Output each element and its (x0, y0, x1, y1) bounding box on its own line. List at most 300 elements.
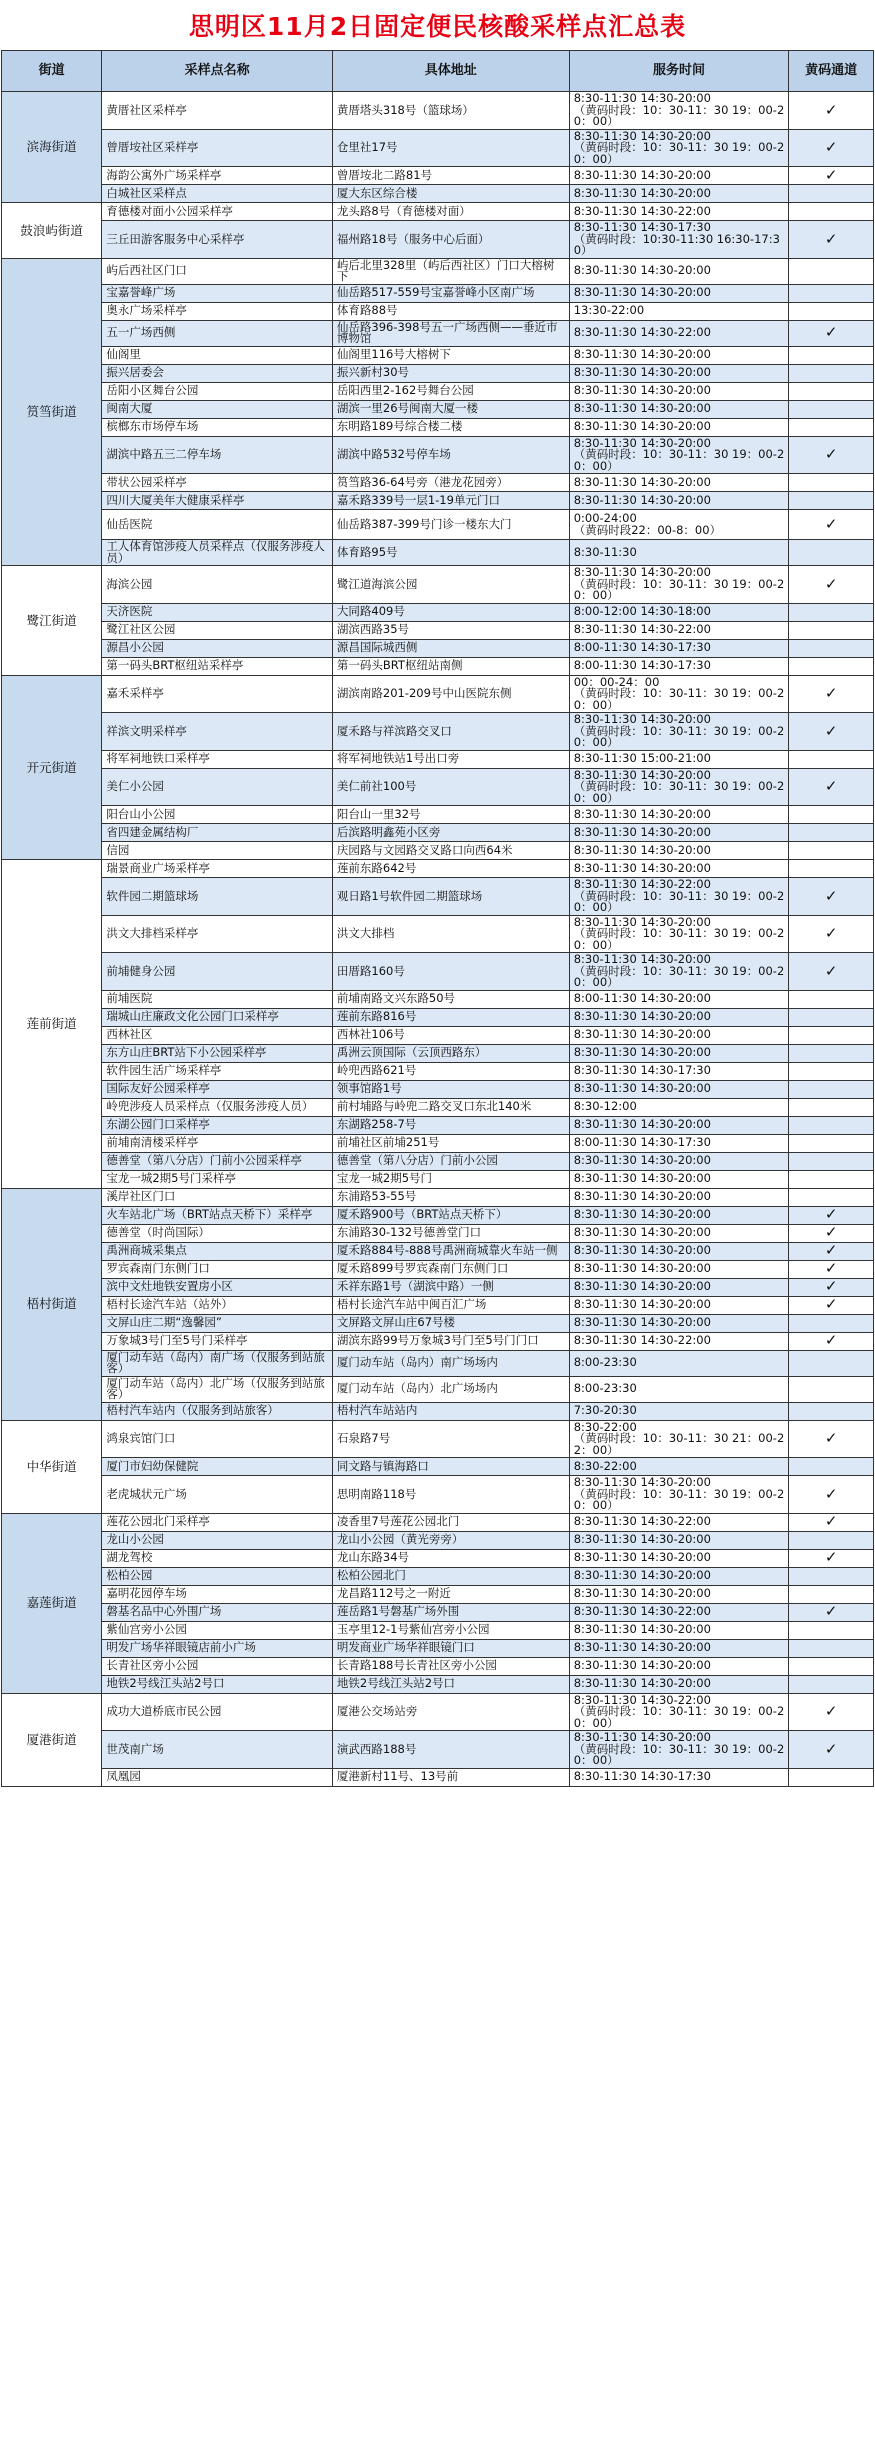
service-time-cell: 8:30-11:30 14:30-20:00 （黄码时段：10：30-11：30 19：00-20：00） (569, 713, 789, 751)
site-name-cell: 育德楼对面小公园采样亭 (102, 203, 333, 221)
service-time-cell: 8:30-11:30 14:30-20:00 (569, 1531, 789, 1549)
table-row (2, 302, 874, 320)
address-cell: 黄厝塔头318号（篮球场） (332, 92, 569, 130)
yellow-code-check: ✓ (789, 436, 874, 474)
service-time-cell: 8:30-11:30 14:30-20:00 (569, 842, 789, 860)
table-row (2, 878, 874, 916)
yellow-code-check (789, 1458, 874, 1476)
yellow-code-check (789, 1116, 874, 1134)
street-cell: 嘉莲街道 (2, 1513, 102, 1693)
address-cell: 厦门动车站（岛内）南广场场内 (332, 1350, 569, 1376)
site-name-cell: 龙山小公园 (102, 1531, 333, 1549)
table-row (2, 1116, 874, 1134)
service-time-cell: 8:30-11:30 14:30-20:00 （黄码时段：10：30-11：30 19：00-20：00） (569, 1731, 789, 1769)
service-time-cell: 8:30-11:30 14:30-20:00 (569, 167, 789, 185)
site-name-cell: 国际友好公园采样亭 (102, 1080, 333, 1098)
table-row (2, 221, 874, 259)
service-time-cell: 8:30-11:30 14:30-20:00 （黄码时段：10：30-11：30 19：00-20：00） (569, 129, 789, 167)
table-row (2, 92, 874, 130)
table-row (2, 621, 874, 639)
table-row (2, 540, 874, 566)
table-row (2, 1350, 874, 1376)
address-cell: 厦禾路884号-888号禹洲商城靠火车站一侧 (332, 1242, 569, 1260)
service-time-cell: 8:30-11:30 14:30-22:00 (569, 1603, 789, 1621)
header-service-time: 服务时间 (569, 51, 789, 92)
service-time-cell: 8:30-11:30 14:30-20:00 (569, 1639, 789, 1657)
yellow-code-check: ✓ (789, 320, 874, 346)
table-row (2, 1170, 874, 1188)
yellow-code-check (789, 284, 874, 302)
site-name-cell: 白城社区采样点 (102, 185, 333, 203)
yellow-code-check (789, 1170, 874, 1188)
table-row (2, 1152, 874, 1170)
street-cell: 鹭江街道 (2, 566, 102, 676)
service-time-cell: 8:30-11:30 14:30-20:00 (569, 1026, 789, 1044)
address-cell: 思明南路118号 (332, 1476, 569, 1514)
address-cell: 岭兜西路621号 (332, 1062, 569, 1080)
site-name-cell: 成功大道桥底市民公园 (102, 1693, 333, 1731)
address-cell: 曾厝垵北二路81号 (332, 167, 569, 185)
yellow-code-check: ✓ (789, 1224, 874, 1242)
table-row (2, 1080, 874, 1098)
address-cell: 岳阳西里2-162号舞台公园 (332, 382, 569, 400)
site-name-cell: 鸿泉宾馆门口 (102, 1420, 333, 1458)
table-row (2, 1260, 874, 1278)
header-street: 街道 (2, 51, 102, 92)
yellow-code-check: ✓ (789, 1206, 874, 1224)
yellow-code-check (789, 1188, 874, 1206)
table-row (2, 639, 874, 657)
street-cell: 莲前街道 (2, 860, 102, 1189)
address-cell: 仙岳路517-559号宝嘉誉峰小区南广场 (332, 284, 569, 302)
service-time-cell: 8:30-11:30 14:30-22:00 (569, 621, 789, 639)
address-cell: 西林社106号 (332, 1026, 569, 1044)
yellow-code-check (789, 1768, 874, 1786)
table-row (2, 953, 874, 991)
site-name-cell: 屿后西社区门口 (102, 258, 333, 284)
yellow-code-check (789, 1350, 874, 1376)
address-cell: 大同路409号 (332, 603, 569, 621)
site-name-cell: 五一广场西侧 (102, 320, 333, 346)
service-time-cell: 8:00-11:30 14:30-17:30 (569, 657, 789, 675)
yellow-code-check: ✓ (789, 953, 874, 991)
site-name-cell: 阳台山小公园 (102, 806, 333, 824)
service-time-cell: 8:30-11:30 14:30-22:00 （黄码时段：10：30-11：30 19：00-20：00） (569, 878, 789, 916)
site-name-cell: 振兴居委会 (102, 364, 333, 382)
street-cell: 滨海街道 (2, 92, 102, 203)
address-cell: 凌香里7号莲花公园北门 (332, 1513, 569, 1531)
service-time-cell: 8:30-11:30 14:30-20:00 (569, 1206, 789, 1224)
address-cell: 体育路88号 (332, 302, 569, 320)
address-cell: 体育路95号 (332, 540, 569, 566)
address-cell: 厦禾路899号罗宾森南门东侧门口 (332, 1260, 569, 1278)
service-time-cell: 8:30-11:30 14:30-20:00 (569, 492, 789, 510)
address-cell: 地铁2号线江头站2号口 (332, 1675, 569, 1693)
yellow-code-check (789, 302, 874, 320)
service-time-cell: 8:30-11:30 14:30-20:00 (569, 400, 789, 418)
address-cell: 仓里社17号 (332, 129, 569, 167)
table-row (2, 492, 874, 510)
yellow-code-check: ✓ (789, 1603, 874, 1621)
table-row (2, 603, 874, 621)
yellow-code-check: ✓ (789, 129, 874, 167)
table-row (2, 824, 874, 842)
site-name-cell: 溪岸社区门口 (102, 1188, 333, 1206)
address-cell: 东浦路53-55号 (332, 1188, 569, 1206)
site-name-cell: 槟榔东市场停车场 (102, 418, 333, 436)
service-time-cell: 7:30-20:30 (569, 1402, 789, 1420)
address-cell: 莲前东路816号 (332, 1008, 569, 1026)
service-time-cell: 8:30-11:30 14:30-20:00 (569, 1116, 789, 1134)
address-cell: 莲岳路1号磐基广场外围 (332, 1603, 569, 1621)
table-row (2, 768, 874, 806)
table-row (2, 258, 874, 284)
service-time-cell: 8:00-12:00 14:30-18:00 (569, 603, 789, 621)
yellow-code-check (789, 474, 874, 492)
yellow-code-check (789, 1402, 874, 1420)
address-cell: 龙山东路34号 (332, 1549, 569, 1567)
yellow-code-check: ✓ (789, 1260, 874, 1278)
table-row (2, 1278, 874, 1296)
header-address: 具体地址 (332, 51, 569, 92)
service-time-cell: 8:30-11:30 14:30-20:00 (569, 1242, 789, 1260)
address-cell: 石泉路7号 (332, 1420, 569, 1458)
address-cell: 田厝路160号 (332, 953, 569, 991)
address-cell: 嘉禾路339号一层1-19单元门口 (332, 492, 569, 510)
street-cell: 筼筜街道 (2, 258, 102, 566)
table-row (2, 510, 874, 540)
yellow-code-check: ✓ (789, 221, 874, 259)
service-time-cell: 8:30-11:30 14:30-20:00 (569, 1657, 789, 1675)
address-cell: 文屏路文屏山庄67号楼 (332, 1314, 569, 1332)
site-name-cell: 信园 (102, 842, 333, 860)
table-row (2, 1567, 874, 1585)
service-time-cell: 8:30-11:30 14:30-20:00 (569, 1549, 789, 1567)
address-cell: 湖滨南路201-209号中山医院东侧 (332, 675, 569, 713)
address-cell: 福州路18号（服务中心后面） (332, 221, 569, 259)
address-cell: 厦禾路与祥滨路交叉口 (332, 713, 569, 751)
yellow-code-check (789, 603, 874, 621)
street-cell: 中华街道 (2, 1420, 102, 1513)
service-time-cell: 8:30-11:30 14:30-20:00 (569, 1188, 789, 1206)
table-row (2, 1332, 874, 1350)
yellow-code-check (789, 1531, 874, 1549)
yellow-code-check (789, 1080, 874, 1098)
address-cell: 前村埔路与岭兜二路交叉口东北140米 (332, 1098, 569, 1116)
address-cell: 仙岳路396-398号五一广场西侧——垂近市博物馆 (332, 320, 569, 346)
service-time-cell: 8:30-11:30 14:30-17:30 (569, 1062, 789, 1080)
site-name-cell: 祥滨文明采样亭 (102, 713, 333, 751)
site-name-cell: 软件园生活广场采样亭 (102, 1062, 333, 1080)
site-name-cell: 仙阁里 (102, 346, 333, 364)
table-row (2, 1458, 874, 1476)
address-cell: 梧村汽车站站内 (332, 1402, 569, 1420)
site-name-cell: 瑞城山庄廉政文化公园门口采样亭 (102, 1008, 333, 1026)
street-cell: 开元街道 (2, 675, 102, 860)
site-name-cell: 梧村长途汽车站（站外） (102, 1296, 333, 1314)
address-cell: 龙昌路112号之一附近 (332, 1585, 569, 1603)
address-cell: 厦港公交场站旁 (332, 1693, 569, 1731)
table-row (2, 1062, 874, 1080)
address-cell: 松柏公园北门 (332, 1567, 569, 1585)
table-row (2, 1603, 874, 1621)
table-row (2, 1314, 874, 1332)
yellow-code-check: ✓ (789, 566, 874, 604)
table-row (2, 284, 874, 302)
yellow-code-check (789, 540, 874, 566)
address-cell: 梧村长途汽车站中闽百汇广场 (332, 1296, 569, 1314)
street-cell: 梧村街道 (2, 1188, 102, 1420)
yellow-code-check (789, 1675, 874, 1693)
table-row (2, 1402, 874, 1420)
table-row (2, 1731, 874, 1769)
address-cell: 美仁前社100号 (332, 768, 569, 806)
table-row (2, 915, 874, 953)
address-cell: 湖滨中路532号停车场 (332, 436, 569, 474)
yellow-code-check (789, 492, 874, 510)
site-name-cell: 海滨公园 (102, 566, 333, 604)
table-row (2, 320, 874, 346)
table-row (2, 860, 874, 878)
yellow-code-check (789, 657, 874, 675)
table-row (2, 346, 874, 364)
address-cell: 明发商业广场华祥眼镜门口 (332, 1639, 569, 1657)
address-cell: 源昌国际城西侧 (332, 639, 569, 657)
service-time-cell: 8:30-11:30 14:30-22:00 (569, 320, 789, 346)
table-row (2, 1657, 874, 1675)
site-name-cell: 宝嘉誉峰广场 (102, 284, 333, 302)
sampling-points-table (1, 50, 874, 1787)
table-row (2, 1188, 874, 1206)
street-cell: 厦港街道 (2, 1693, 102, 1786)
site-name-cell: 德善堂（时尚国际） (102, 1224, 333, 1242)
site-name-cell: 美仁小公园 (102, 768, 333, 806)
table-row (2, 474, 874, 492)
service-time-cell: 00：00-24：00 （黄码时段：10：30-11：30 19：00-20：00） (569, 675, 789, 713)
address-cell: 德善堂（第八分店）门前小公园 (332, 1152, 569, 1170)
table-row (2, 1476, 874, 1514)
yellow-code-check: ✓ (789, 1476, 874, 1514)
service-time-cell: 8:00-11:30 14:30-20:00 (569, 990, 789, 1008)
table-row (2, 418, 874, 436)
address-cell: 振兴新村30号 (332, 364, 569, 382)
yellow-code-check (789, 750, 874, 768)
table-row (2, 1513, 874, 1531)
service-time-cell: 8:30-11:30 14:30-20:00 (569, 806, 789, 824)
site-name-cell: 凤凰园 (102, 1768, 333, 1786)
yellow-code-check (789, 639, 874, 657)
service-time-cell: 8:30-11:30 14:30-20:00 (569, 1224, 789, 1242)
site-name-cell: 带状公园采样亭 (102, 474, 333, 492)
service-time-cell: 8:30-11:30 14:30-20:00 （黄码时段：10：30-11：30 19：00-20：00） (569, 92, 789, 130)
service-time-cell: 8:30-11:30 15:00-21:00 (569, 750, 789, 768)
service-time-cell: 8:30-11:30 14:30-20:00 （黄码时段：10：30-11：30 19：00-20：00） (569, 1476, 789, 1514)
yellow-code-check (789, 418, 874, 436)
service-time-cell: 8:30-11:30 14:30-22:00 (569, 1513, 789, 1531)
service-time-cell: 0:00-24:00 （黄码时段22：00-8：00） (569, 510, 789, 540)
table-row (2, 1134, 874, 1152)
address-cell: 玉亭里12-1号紫仙宫旁小公园 (332, 1621, 569, 1639)
site-name-cell: 软件园二期篮球场 (102, 878, 333, 916)
table-row (2, 1206, 874, 1224)
address-cell: 前埔社区前埔251号 (332, 1134, 569, 1152)
site-name-cell: 第一码头BRT枢纽站采样亭 (102, 657, 333, 675)
table-row (2, 750, 874, 768)
service-time-cell: 8:30-11:30 14:30-20:00 （黄码时段：10：30-11：30 19：00-20：00） (569, 436, 789, 474)
address-cell: 龙山小公园（黄光旁旁） (332, 1531, 569, 1549)
table-row (2, 1768, 874, 1786)
service-time-cell: 8:30-11:30 14:30-20:00 （黄码时段：10：30-11：30 19：00-20：00） (569, 915, 789, 953)
table-row (2, 400, 874, 418)
site-name-cell: 紫仙宫旁小公园 (102, 1621, 333, 1639)
site-name-cell: 四川大厦美年大健康采样亭 (102, 492, 333, 510)
service-time-cell: 8:30-12:00 (569, 1098, 789, 1116)
table-row (2, 1420, 874, 1458)
site-name-cell: 东方山庄BRT站下小公园采样亭 (102, 1044, 333, 1062)
table-row (2, 1026, 874, 1044)
site-name-cell: 三丘田游客服务中心采样亭 (102, 221, 333, 259)
service-time-cell: 8:30-11:30 14:30-20:00 (569, 1314, 789, 1332)
yellow-code-check (789, 1314, 874, 1332)
site-name-cell: 黄厝社区采样亭 (102, 92, 333, 130)
service-time-cell: 8:00-23:30 (569, 1376, 789, 1402)
service-time-cell: 8:30-11:30 14:30-20:00 (569, 346, 789, 364)
service-time-cell: 13:30-22:00 (569, 302, 789, 320)
address-cell: 演武西路188号 (332, 1731, 569, 1769)
table-row (2, 382, 874, 400)
service-time-cell: 8:30-11:30 (569, 540, 789, 566)
yellow-code-check (789, 1062, 874, 1080)
yellow-code-check (789, 990, 874, 1008)
address-cell: 厦大东区综合楼 (332, 185, 569, 203)
site-name-cell: 宝龙一城2期5号门采样亭 (102, 1170, 333, 1188)
site-name-cell: 闽南大厦 (102, 400, 333, 418)
yellow-code-check: ✓ (789, 1420, 874, 1458)
site-name-cell: 仙岳医院 (102, 510, 333, 540)
site-name-cell: 前埔健身公园 (102, 953, 333, 991)
site-name-cell: 火车站北广场（BRT站点天桥下）采样亭 (102, 1206, 333, 1224)
yellow-code-check: ✓ (789, 1332, 874, 1350)
site-name-cell: 天济医院 (102, 603, 333, 621)
site-name-cell: 文屏山庄二期“逸馨园” (102, 1314, 333, 1332)
service-time-cell: 8:30-11:30 14:30-20:00 (569, 1675, 789, 1693)
yellow-code-check (789, 1376, 874, 1402)
yellow-code-check (789, 1639, 874, 1657)
site-name-cell: 万象城3号门至5号门采样亭 (102, 1332, 333, 1350)
table-row (2, 657, 874, 675)
yellow-code-check (789, 203, 874, 221)
service-time-cell: 8:30-11:30 14:30-20:00 (569, 1008, 789, 1026)
service-time-cell: 8:30-11:30 14:30-20:00 (569, 1278, 789, 1296)
service-time-cell: 8:30-11:30 14:30-20:00 (569, 364, 789, 382)
site-name-cell: 长青社区旁小公园 (102, 1657, 333, 1675)
yellow-code-check: ✓ (789, 1693, 874, 1731)
service-time-cell: 8:30-11:30 14:30-20:00 (569, 1621, 789, 1639)
address-cell: 长青路188号长青社区旁小公园 (332, 1657, 569, 1675)
service-time-cell: 8:30-11:30 14:30-20:00 (569, 382, 789, 400)
service-time-cell: 8:00-11:30 14:30-17:30 (569, 1134, 789, 1152)
site-name-cell: 罗宾森南门东侧门口 (102, 1260, 333, 1278)
service-time-cell: 8:30-11:30 14:30-20:00 (569, 860, 789, 878)
service-time-cell: 8:30-11:30 14:30-20:00 （黄码时段：10：30-11：30 19：00-20：00） (569, 566, 789, 604)
site-name-cell: 厦门动车站（岛内）北广场（仅服务到站旅客） (102, 1376, 333, 1402)
header-site-name: 采样点名称 (102, 51, 333, 92)
table-row (2, 566, 874, 604)
yellow-code-check (789, 1152, 874, 1170)
table-row (2, 990, 874, 1008)
service-time-cell: 8:30-11:30 14:30-20:00 (569, 1170, 789, 1188)
table-row (2, 1098, 874, 1116)
site-name-cell: 滨中文灶地铁安置房小区 (102, 1278, 333, 1296)
table-row (2, 1639, 874, 1657)
yellow-code-check (789, 185, 874, 203)
site-name-cell: 莲花公园北门采样亭 (102, 1513, 333, 1531)
site-name-cell: 松柏公园 (102, 1567, 333, 1585)
yellow-code-check (789, 1044, 874, 1062)
yellow-code-check (789, 258, 874, 284)
street-cell: 鼓浪屿街道 (2, 203, 102, 259)
site-name-cell: 厦门市妇幼保健院 (102, 1458, 333, 1476)
address-cell: 东明路189号综合楼二楼 (332, 418, 569, 436)
address-cell: 仙岳路387-399号门诊一楼东大门 (332, 510, 569, 540)
service-time-cell: 8:30-11:30 14:30-17:30 （黄码时段：10:30-11:30 16:30-17:30） (569, 221, 789, 259)
address-cell: 湖滨一里26号闽南大厦一楼 (332, 400, 569, 418)
yellow-code-check (789, 1585, 874, 1603)
site-name-cell: 老虎城状元广场 (102, 1476, 333, 1514)
address-cell: 前埔南路文兴东路50号 (332, 990, 569, 1008)
site-name-cell: 海韵公寓外广场采样亭 (102, 167, 333, 185)
service-time-cell: 8:30-11:30 14:30-20:00 （黄码时段：10：30-11：30 19：00-20：00） (569, 768, 789, 806)
service-time-cell: 8:30-22:00 (569, 1458, 789, 1476)
page-title: 思明区11月2日固定便民核酸采样点汇总表 (188, 12, 687, 41)
yellow-code-check: ✓ (789, 92, 874, 130)
yellow-code-check (789, 1657, 874, 1675)
yellow-code-check (789, 1567, 874, 1585)
service-time-cell: 8:30-11:30 14:30-20:00 (569, 418, 789, 436)
site-name-cell: 明发广场华祥眼镜店前小广场 (102, 1639, 333, 1657)
yellow-code-check (789, 842, 874, 860)
site-name-cell: 岳阳小区舞台公园 (102, 382, 333, 400)
table-row (2, 364, 874, 382)
address-cell: 观日路1号软件园二期篮球场 (332, 878, 569, 916)
yellow-code-check (789, 621, 874, 639)
site-name-cell: 工人体育馆涉疫人员采样点（仅服务涉疫人员） (102, 540, 333, 566)
site-name-cell: 鹭江社区公园 (102, 621, 333, 639)
yellow-code-check (789, 806, 874, 824)
yellow-code-check (789, 1621, 874, 1639)
service-time-cell: 8:30-11:30 14:30-20:00 （黄码时段：10：30-11：30 19：00-20：00） (569, 953, 789, 991)
service-time-cell: 8:30-11:30 14:30-22:00 (569, 203, 789, 221)
site-name-cell: 瑞景商业广场采样亭 (102, 860, 333, 878)
yellow-code-check: ✓ (789, 1296, 874, 1314)
service-time-cell: 8:30-11:30 14:30-20:00 (569, 1080, 789, 1098)
service-time-cell: 8:30-22:00 （黄码时段：10：30-11：30 21：00-22：00） (569, 1420, 789, 1458)
address-cell: 同文路与镇海路口 (332, 1458, 569, 1476)
site-name-cell: 禹洲商城采集点 (102, 1242, 333, 1260)
table-row (2, 1693, 874, 1731)
service-time-cell: 8:30-11:30 14:30-20:00 (569, 1296, 789, 1314)
yellow-code-check (789, 1098, 874, 1116)
site-name-cell: 世茂南广场 (102, 1731, 333, 1769)
site-name-cell: 曾厝垵社区采样亭 (102, 129, 333, 167)
yellow-code-check: ✓ (789, 1731, 874, 1769)
address-cell: 鹭江道海滨公园 (332, 566, 569, 604)
table-row (2, 806, 874, 824)
yellow-code-check: ✓ (789, 878, 874, 916)
site-name-cell: 前埔医院 (102, 990, 333, 1008)
yellow-code-check: ✓ (789, 1278, 874, 1296)
yellow-code-check: ✓ (789, 768, 874, 806)
